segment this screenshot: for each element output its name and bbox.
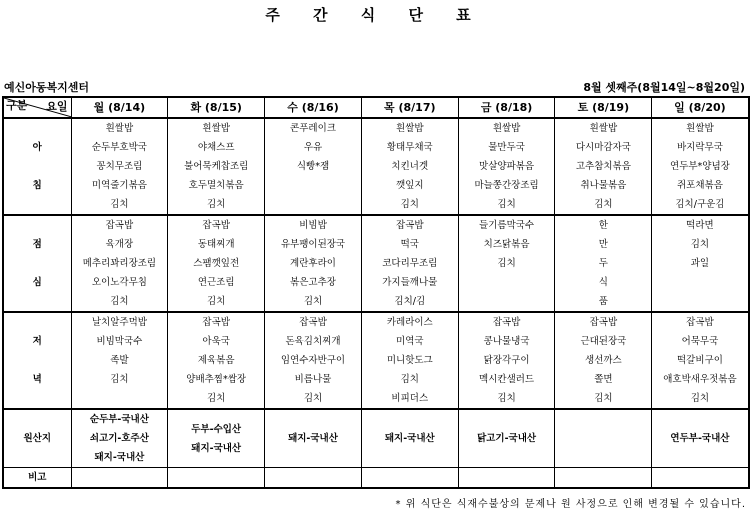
breakfast-item-sun: 쥐포채볶음 (652, 176, 749, 195)
dinner-item-fri: 멕시칸샐러드 (458, 370, 555, 389)
lunch-item-mon: 잡곡밥 (71, 215, 168, 235)
remark-cell (555, 468, 652, 489)
dinner-item-tue: 김치 (168, 389, 265, 409)
lunch-label-part (3, 215, 71, 235)
footnote: * 위 식단은 식재수불상의 문제나 원 사정으로 인해 변경될 수 있습니다. (395, 499, 746, 510)
lunch-row (3, 215, 749, 235)
breakfast-item-tue: 야채스프 (168, 138, 265, 157)
lunch-label-part: 심 (3, 273, 71, 292)
lunch-item-tue: 김치 (168, 292, 265, 312)
dinner-item-mon: 날치알주먹밥 (71, 312, 168, 332)
breakfast-row (3, 138, 749, 157)
dinner-label-part: 녁 (3, 370, 71, 389)
lunch-item-wed: 유부팽이된장국 (265, 235, 362, 254)
origin-cell-wed (265, 409, 362, 468)
origin-line: 돼지-국내산 (384, 433, 435, 444)
lunch-item-sat: 두 (555, 254, 652, 273)
remark-row (3, 468, 749, 489)
lunch-item-sat: 한 (555, 215, 652, 235)
dinner-label-part: 저 (3, 332, 71, 351)
breakfast-item-wed (265, 195, 362, 215)
origin-line: 돼지-국내산 (94, 452, 145, 463)
breakfast-item-sat: 김치 (555, 195, 652, 215)
breakfast-label-part (3, 118, 71, 138)
origin-cell-mon (71, 409, 168, 468)
dinner-item-tue: 제육볶음 (168, 351, 265, 370)
lunch-item-sat: 만 (555, 235, 652, 254)
origin-line: 쇠고기-호주산 (89, 433, 149, 444)
lunch-item-mon: 김치 (71, 292, 168, 312)
dinner-item-sat: 김치 (555, 389, 652, 409)
lunch-item-thu: 가지들깨나물 (361, 273, 458, 292)
lunch-item-wed: 비빔밥 (265, 215, 362, 235)
menu-table (2, 96, 750, 489)
breakfast-item-sun: 바지락무국 (652, 138, 749, 157)
breakfast-item-sat: 취나물볶음 (555, 176, 652, 195)
dinner-item-sun: 김치 (652, 389, 749, 409)
dinner-item-fri: 김치 (458, 389, 555, 409)
day-header-tue: 화 (8/15) (168, 97, 265, 118)
origin-label: 원산지 (3, 409, 71, 468)
lunch-item-sun: 김치 (652, 235, 749, 254)
lunch-item-sat: 품 (555, 292, 652, 312)
origin-line: 두부-수입산 (191, 423, 242, 435)
lunch-item-sun: 과일 (652, 254, 749, 273)
lunch-item-fri (458, 273, 555, 292)
dinner-item-fri: 콩나물냉국 (458, 332, 555, 351)
breakfast-item-fri: 마늘쫑간장조림 (458, 176, 555, 195)
breakfast-item-mon: 순두부호박국 (71, 138, 168, 157)
lunch-item-sun (652, 292, 749, 312)
breakfast-item-tue: 흰쌀밥 (168, 118, 265, 138)
lunch-item-thu: 김치/김 (361, 292, 458, 312)
breakfast-item-sat: 흰쌀밥 (555, 118, 652, 138)
dinner-item-thu: 김치 (361, 370, 458, 389)
lunch-item-tue: 연근조림 (168, 273, 265, 292)
lunch-item-sun (652, 273, 749, 292)
dinner-label-part (3, 351, 71, 370)
lunch-item-fri: 김치 (458, 254, 555, 273)
dinner-item-sun: 떡갈비구이 (652, 351, 749, 370)
dinner-item-wed: 비름나물 (265, 370, 362, 389)
breakfast-item-sat: 고추참치볶음 (555, 157, 652, 176)
dinner-label-part (3, 389, 71, 409)
dinner-item-wed: 김치 (265, 389, 362, 409)
breakfast-item-tue: 불어묵케찹조림 (168, 157, 265, 176)
dinner-item-wed: 돈육김치찌개 (265, 332, 362, 351)
dinner-row (3, 389, 749, 409)
remark-cell (168, 468, 265, 489)
breakfast-row (3, 157, 749, 176)
dinner-item-thu: 미니핫도그 (361, 351, 458, 370)
lunch-row (3, 292, 749, 312)
day-header-thu: 목 (8/17) (361, 97, 458, 118)
lunch-label-part (3, 292, 71, 312)
lunch-item-wed: 김치 (265, 292, 362, 312)
remark-cell (71, 468, 168, 489)
lunch-item-wed: 볶은고추장 (265, 273, 362, 292)
remark-cell (458, 468, 555, 489)
breakfast-label-part: 침 (3, 176, 71, 195)
lunch-item-wed: 계란후라이 (265, 254, 362, 273)
lunch-row (3, 273, 749, 292)
breakfast-item-wed: 우유 (265, 138, 362, 157)
day-header-wed: 수 (8/16) (265, 97, 362, 118)
day-header-row (3, 97, 749, 118)
dinner-item-tue: 잡곡밥 (168, 312, 265, 332)
breakfast-row (3, 195, 749, 215)
breakfast-item-sun: 흰쌀밥 (652, 118, 749, 138)
page-title: 주 간 식 단 표 (265, 6, 485, 24)
dinner-item-thu: 카레라이스 (361, 312, 458, 332)
breakfast-item-fri: 김치 (458, 195, 555, 215)
remark-cell (652, 468, 749, 489)
breakfast-item-thu: 김치 (361, 195, 458, 215)
lunch-row (3, 254, 749, 273)
dinner-item-thu: 비피더스 (361, 389, 458, 409)
dinner-row (3, 332, 749, 351)
dinner-item-sat: 생선까스 (555, 351, 652, 370)
dinner-item-mon (71, 389, 168, 409)
org-name: 예신아동복지센터 (4, 81, 90, 94)
dinner-row (3, 312, 749, 332)
dinner-item-sat: 잡곡밥 (555, 312, 652, 332)
day-header-sat: 토 (8/19) (555, 97, 652, 118)
lunch-item-sat: 식 (555, 273, 652, 292)
corner-label-day: 요일 (46, 100, 68, 113)
breakfast-row (3, 176, 749, 195)
lunch-label-part (3, 254, 71, 273)
breakfast-item-sun: 김치/구운김 (652, 195, 749, 215)
lunch-item-thu: 떡국 (361, 235, 458, 254)
lunch-item-thu: 코다리무조림 (361, 254, 458, 273)
origin-line: 돼지-국내산 (191, 442, 242, 454)
week-label: 8월 셋째주(8월14일~8월20일) (583, 81, 745, 94)
lunch-row (3, 235, 749, 254)
lunch-item-fri (458, 292, 555, 312)
breakfast-row (3, 118, 749, 138)
origin-cell-sat (555, 409, 652, 468)
breakfast-item-tue: 호두멸치볶음 (168, 176, 265, 195)
origin-line: 순두부-국내산 (89, 414, 149, 425)
breakfast-item-mon: 미역줄기볶음 (71, 176, 168, 195)
breakfast-item-thu: 흰쌀밥 (361, 118, 458, 138)
lunch-item-fri: 들기름막국수 (458, 215, 555, 235)
breakfast-item-mon: 김치 (71, 195, 168, 215)
lunch-label-part: 점 (3, 235, 71, 254)
dinner-item-thu: 미역국 (361, 332, 458, 351)
corner-label-category: 구분 (6, 99, 28, 112)
lunch-item-mon: 오이노각무침 (71, 273, 168, 292)
origin-line: 돼지-국내산 (288, 433, 338, 444)
breakfast-item-mon: 흰쌀밥 (71, 118, 168, 138)
breakfast-item-sun: 연두부*양념장 (652, 157, 749, 176)
dinner-item-fri: 잡곡밥 (458, 312, 555, 332)
remark-label: 비고 (3, 468, 71, 489)
origin-cell-tue (168, 409, 265, 468)
breakfast-item-fri: 물만두국 (458, 138, 555, 157)
dinner-label-part (3, 312, 71, 332)
breakfast-item-wed: 식빵*잼 (265, 157, 362, 176)
origin-cell-sun (652, 409, 749, 468)
dinner-row (3, 351, 749, 370)
remark-cell (361, 468, 458, 489)
origin-cell-fri (458, 409, 555, 468)
breakfast-item-thu: 황태무채국 (361, 138, 458, 157)
day-header-sun: 일 (8/20) (652, 97, 749, 118)
dinner-item-sat: 근대된장국 (555, 332, 652, 351)
lunch-item-fri: 치즈닭볶음 (458, 235, 555, 254)
breakfast-label-part: 아 (3, 138, 71, 157)
origin-line: 닭고기-국내산 (477, 433, 537, 444)
lunch-item-mon: 메추리꽈리장조림 (71, 254, 168, 273)
table-corner-header (3, 97, 71, 118)
dinner-item-wed: 임연수자반구이 (265, 351, 362, 370)
breakfast-item-thu: 치킨너겟 (361, 157, 458, 176)
lunch-item-sun: 떡라면 (652, 215, 749, 235)
breakfast-label-part (3, 157, 71, 176)
breakfast-label-part (3, 195, 71, 215)
origin-row (3, 409, 749, 468)
origin-cell-thu (361, 409, 458, 468)
dinner-item-sun: 잡곡밥 (652, 312, 749, 332)
breakfast-item-wed (265, 176, 362, 195)
breakfast-item-mon: 꽁치무조림 (71, 157, 168, 176)
breakfast-item-fri: 맛살양파볶음 (458, 157, 555, 176)
lunch-item-mon: 육개장 (71, 235, 168, 254)
breakfast-item-fri: 흰쌀밥 (458, 118, 555, 138)
origin-line: 연두부-국내산 (670, 433, 730, 444)
lunch-item-tue: 잡곡밥 (168, 215, 265, 235)
lunch-item-thu: 잡곡밥 (361, 215, 458, 235)
dinner-item-mon: 비빔막국수 (71, 332, 168, 351)
dinner-item-sun: 애호박새우젓볶음 (652, 370, 749, 389)
dinner-item-tue: 양배추찜*쌈장 (168, 370, 265, 389)
dinner-item-wed: 잡곡밥 (265, 312, 362, 332)
dinner-item-sun: 어묵무국 (652, 332, 749, 351)
dinner-item-fri: 닭장각구이 (458, 351, 555, 370)
dinner-item-tue: 아욱국 (168, 332, 265, 351)
dinner-item-mon: 족발 (71, 351, 168, 370)
dinner-row (3, 370, 749, 389)
breakfast-item-wed: 콘푸레이크 (265, 118, 362, 138)
lunch-item-tue: 동태찌개 (168, 235, 265, 254)
breakfast-item-sat: 다시마감자국 (555, 138, 652, 157)
remark-cell (265, 468, 362, 489)
lunch-item-tue: 스팸깻잎전 (168, 254, 265, 273)
dinner-item-sat: 쫄면 (555, 370, 652, 389)
day-header-fri: 금 (8/18) (458, 97, 555, 118)
breakfast-item-thu: 깻잎지 (361, 176, 458, 195)
day-header-mon: 월 (8/14) (71, 97, 168, 118)
dinner-item-mon: 김치 (71, 370, 168, 389)
breakfast-item-tue: 김치 (168, 195, 265, 215)
